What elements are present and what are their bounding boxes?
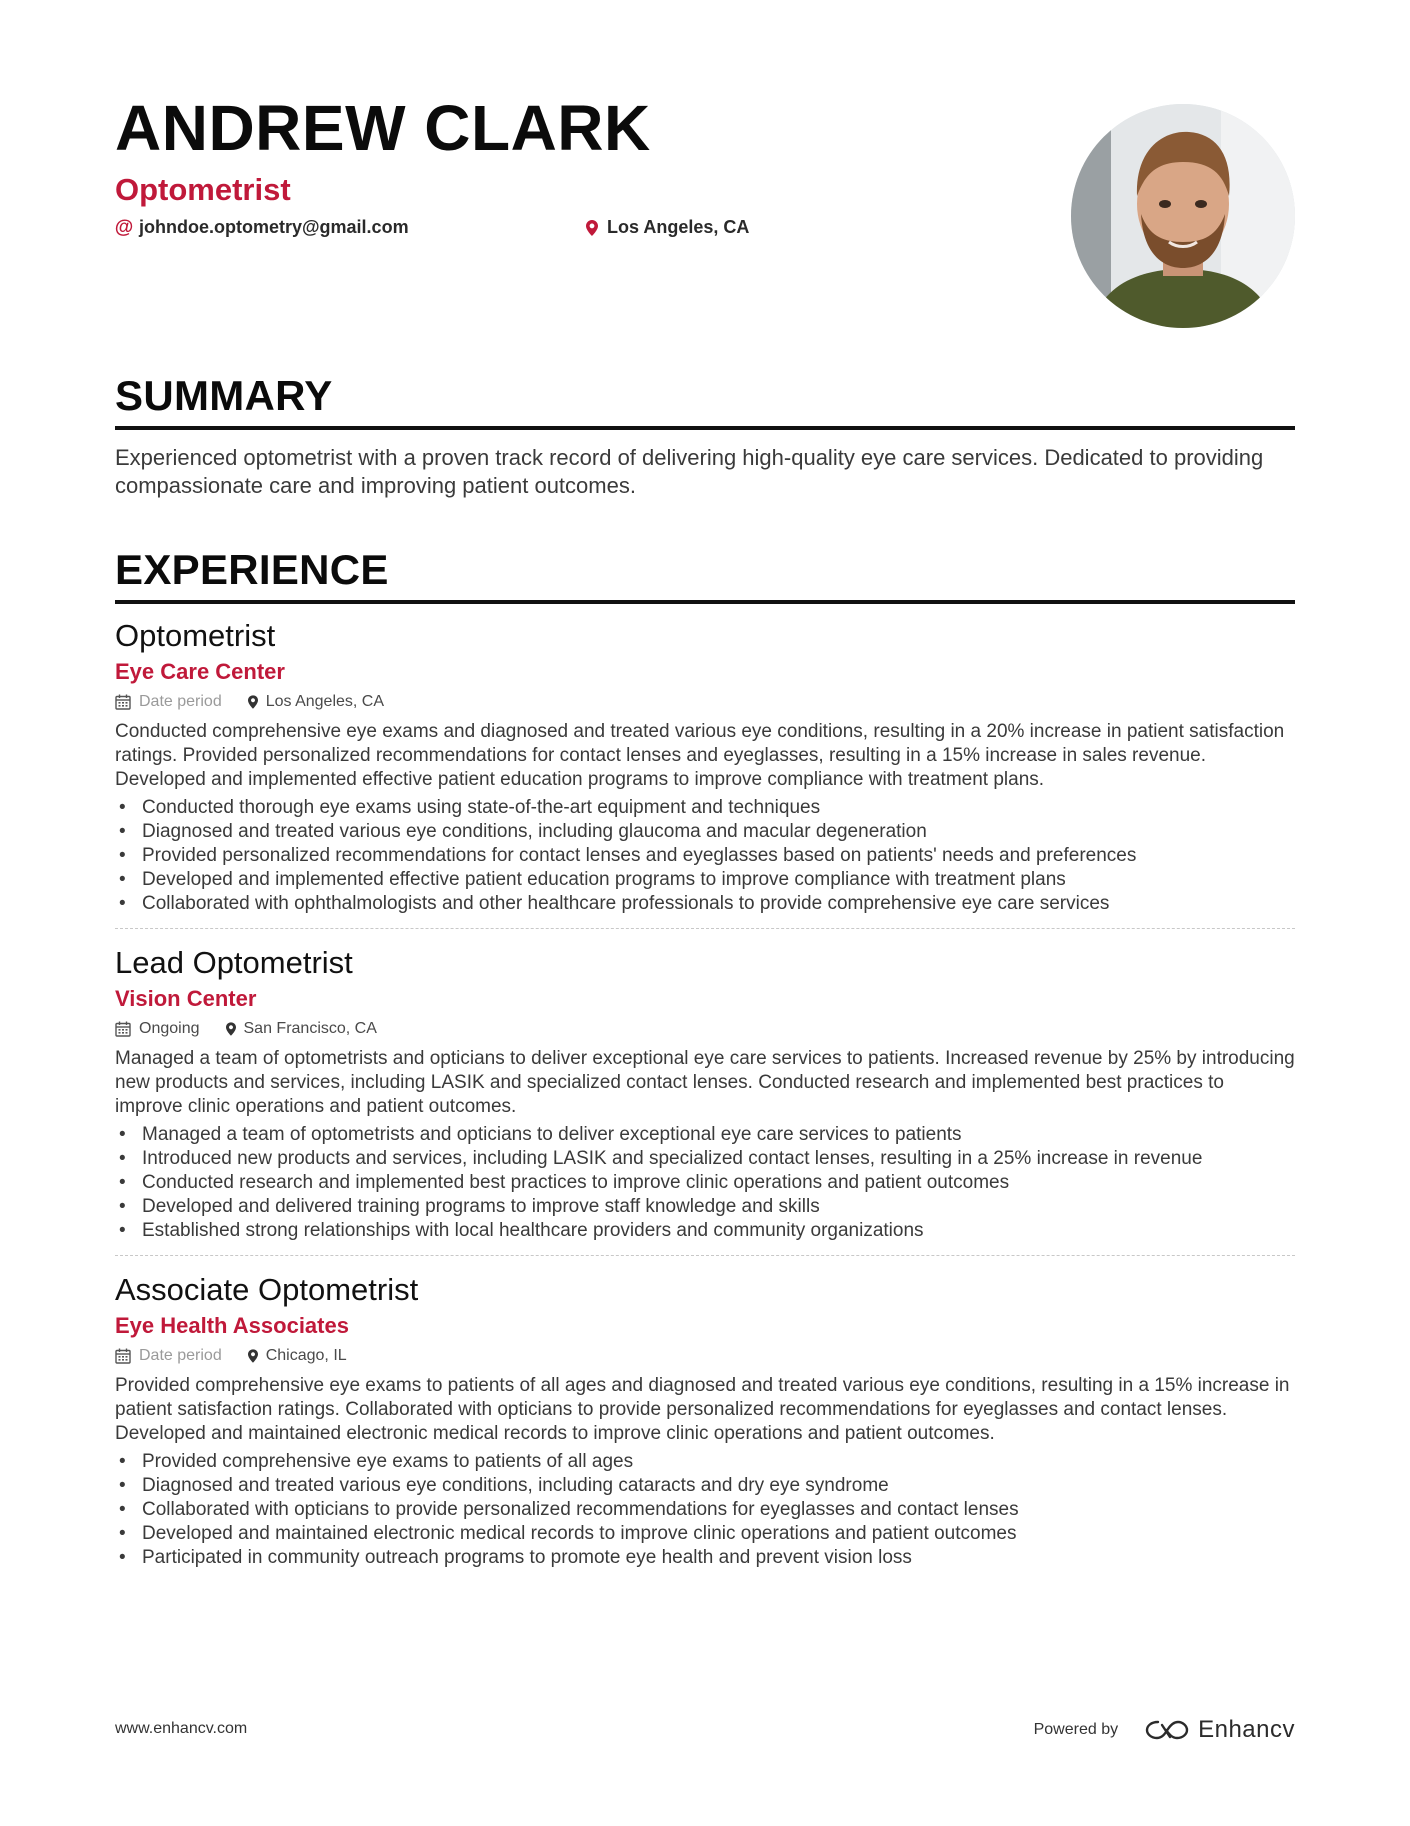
profile-photo: [1071, 104, 1295, 328]
job-description: Conducted comprehensive eye exams and diagnosed and treated various eye conditions, resulting in a 20% increase in patient satisfaction ratings. Provided personalized recommendations for contact lenses and eyeglasses, resulting in a 15% increase in sales revenue. Developed and implemented effective patient education programs to improve compliance with treatment plans.: [115, 721, 1285, 790]
job-entry: [115, 928, 1295, 1243]
bullet-text: Collaborated with ophthalmologists and other healthcare professionals to provide comprehensive eye care services: [142, 893, 1110, 914]
job-company: Vision Center: [115, 986, 257, 1011]
at-icon: @: [114, 216, 134, 238]
job-location-text: San Francisco, CA: [243, 1020, 377, 1037]
bullet-item: [115, 868, 1295, 892]
job-bullets: [115, 1450, 1295, 1570]
summary-section: [115, 372, 1295, 500]
job-date: [115, 1347, 222, 1365]
bullet-text: Developed and implemented effective patient education programs to improve compliance with treatment plans: [142, 869, 1066, 890]
bullet-item: [115, 892, 1295, 916]
bullet-item: [115, 844, 1295, 868]
bullet-text: Diagnosed and treated various eye conditions, including cataracts and dry eye syndrome: [142, 1475, 889, 1496]
job-title: Lead Optometrist: [115, 945, 353, 980]
location-pin-icon: [248, 1349, 258, 1363]
job-entry: [115, 604, 1295, 916]
resume-page: [114, 0, 1295, 1568]
location-pin-icon: [248, 695, 258, 709]
bullet-dot-icon: •: [119, 1451, 126, 1472]
contact-email[interactable]: [115, 217, 409, 238]
bullet-dot-icon: •: [119, 821, 126, 842]
job-company: Eye Care Center: [115, 659, 285, 684]
bullet-text: Introduced new products and services, including LASIK and specialized contact lenses, resulting in a 25% increase in revenue: [142, 1148, 1203, 1169]
job-description: Managed a team of optometrists and opticians to deliver exceptional eye care services to patients. Increased revenue by 25% by introducing new products and services, including LASIK and specialized contact lenses. Conducted research and implemented best practices to improve clinic operations and patient outcomes.: [115, 1048, 1295, 1117]
enhancv-brand-text[interactable]: Enhancv: [1198, 1716, 1295, 1743]
summary-heading: SUMMARY: [115, 375, 1295, 430]
powered-by-text: Powered by: [1033, 1721, 1119, 1738]
bullet-dot-icon: •: [119, 1124, 126, 1145]
job-meta: [115, 690, 1295, 714]
bullet-text: Provided comprehensive eye exams to patients of all ages: [142, 1451, 634, 1472]
bullet-text: Developed and delivered training programs to improve staff knowledge and skills: [142, 1196, 820, 1217]
job-meta: [115, 1017, 1295, 1041]
candidate-name: ANDREW CLARK: [115, 92, 651, 164]
experience-section: [115, 546, 1295, 1570]
bullet-item: [115, 1450, 1295, 1474]
bullet-text: Provided personalized recommendations for contact lenses and eyeglasses based on patients' needs and preferences: [142, 845, 1137, 866]
job-location: [248, 1347, 347, 1365]
person-photo-icon: [1071, 104, 1295, 328]
job-date-text: Ongoing: [139, 1020, 200, 1037]
page-footer: [115, 1716, 1295, 1746]
footer-branding: [1034, 1716, 1295, 1744]
bullet-item: [115, 796, 1295, 820]
bullet-dot-icon: •: [119, 1148, 126, 1169]
job-title: Optometrist: [115, 618, 276, 653]
job-bullets: [115, 796, 1295, 916]
bullet-dot-icon: •: [119, 797, 126, 818]
calendar-icon: [115, 1021, 131, 1037]
experience-heading: EXPERIENCE: [115, 549, 1295, 604]
bullet-text: Conducted thorough eye exams using state-of-the-art equipment and techniques: [142, 797, 821, 818]
job-bullets: [115, 1123, 1295, 1243]
bullet-dot-icon: •: [119, 845, 126, 866]
job-date: [115, 1020, 200, 1038]
job-meta: [115, 1344, 1295, 1368]
bullet-item: [115, 1123, 1295, 1147]
location-pin-icon: [583, 218, 601, 238]
candidate-role: Optometrist: [115, 172, 291, 207]
bullet-item: [115, 1147, 1295, 1171]
bullet-item: [115, 820, 1295, 844]
bullet-dot-icon: •: [119, 893, 126, 914]
contact-location: [583, 217, 749, 238]
bullet-dot-icon: •: [119, 1172, 126, 1193]
job-location-text: Chicago, IL: [265, 1347, 347, 1364]
bullet-text: Managed a team of optometrists and opticians to deliver exceptional eye care services to patients: [142, 1124, 962, 1145]
bullet-dot-icon: •: [119, 1196, 126, 1217]
calendar-icon: [115, 694, 131, 710]
bullet-text: Conducted research and implemented best practices to improve clinic operations and patient outcomes: [142, 1172, 1010, 1193]
bullet-item: [115, 1546, 1295, 1570]
enhancv-logo-icon: [1144, 1717, 1190, 1743]
job-title: Associate Optometrist: [115, 1272, 419, 1307]
job-company: Eye Health Associates: [115, 1313, 349, 1338]
bullet-dot-icon: •: [119, 1475, 126, 1496]
summary-text: Experienced optometrist with a proven track record of delivering high-quality eye care services. Dedicated to providing compassionate care and improving patient outcomes.: [115, 445, 1264, 498]
contact-info: [115, 217, 1015, 243]
bullet-item: [115, 1171, 1295, 1195]
bullet-dot-icon: •: [119, 1220, 126, 1241]
job-description: Provided comprehensive eye exams to patients of all ages and diagnosed and treated various eye conditions, resulting in a 15% increase in patient satisfaction ratings. Collaborated with opticians to provide personalized recommendations for eyeglasses and contact lenses. Developed and maintained electronic medical records to improve clinic operations and patient outcomes.: [115, 1375, 1290, 1444]
location-pin-icon: [226, 1022, 236, 1036]
bullet-item: [115, 1498, 1295, 1522]
resume-header: [115, 0, 1295, 350]
bullet-dot-icon: •: [119, 1523, 126, 1544]
job-date: [115, 693, 222, 711]
bullet-dot-icon: •: [119, 869, 126, 890]
bullet-text: Diagnosed and treated various eye conditions, including glaucoma and macular degeneration: [142, 821, 927, 842]
bullet-item: [115, 1195, 1295, 1219]
job-date-text: Date period: [139, 693, 222, 710]
job-location: [248, 693, 384, 711]
job-entry: [115, 1255, 1295, 1570]
bullet-dot-icon: •: [119, 1547, 126, 1568]
job-date-text: Date period: [139, 1347, 222, 1364]
bullet-text: Collaborated with opticians to provide personalized recommendations for eyeglasses and contact lenses: [142, 1499, 1019, 1520]
bullet-text: Developed and maintained electronic medical records to improve clinic operations and patient outcomes: [142, 1523, 1017, 1544]
bullet-text: Established strong relationships with local healthcare providers and community organizations: [142, 1220, 924, 1241]
bullet-item: [115, 1219, 1295, 1243]
bullet-text: Participated in community outreach programs to promote eye health and prevent vision loss: [142, 1547, 912, 1568]
location-text: Los Angeles, CA: [607, 217, 750, 237]
email-text: johndoe.optometry@gmail.com: [139, 217, 409, 237]
job-location-text: Los Angeles, CA: [265, 693, 385, 710]
calendar-icon: [115, 1348, 131, 1364]
footer-url-link[interactable]: www.enhancv.com: [115, 1720, 248, 1737]
bullet-dot-icon: •: [119, 1499, 126, 1520]
bullet-item: [115, 1522, 1295, 1546]
job-location: [226, 1020, 377, 1038]
bullet-item: [115, 1474, 1295, 1498]
